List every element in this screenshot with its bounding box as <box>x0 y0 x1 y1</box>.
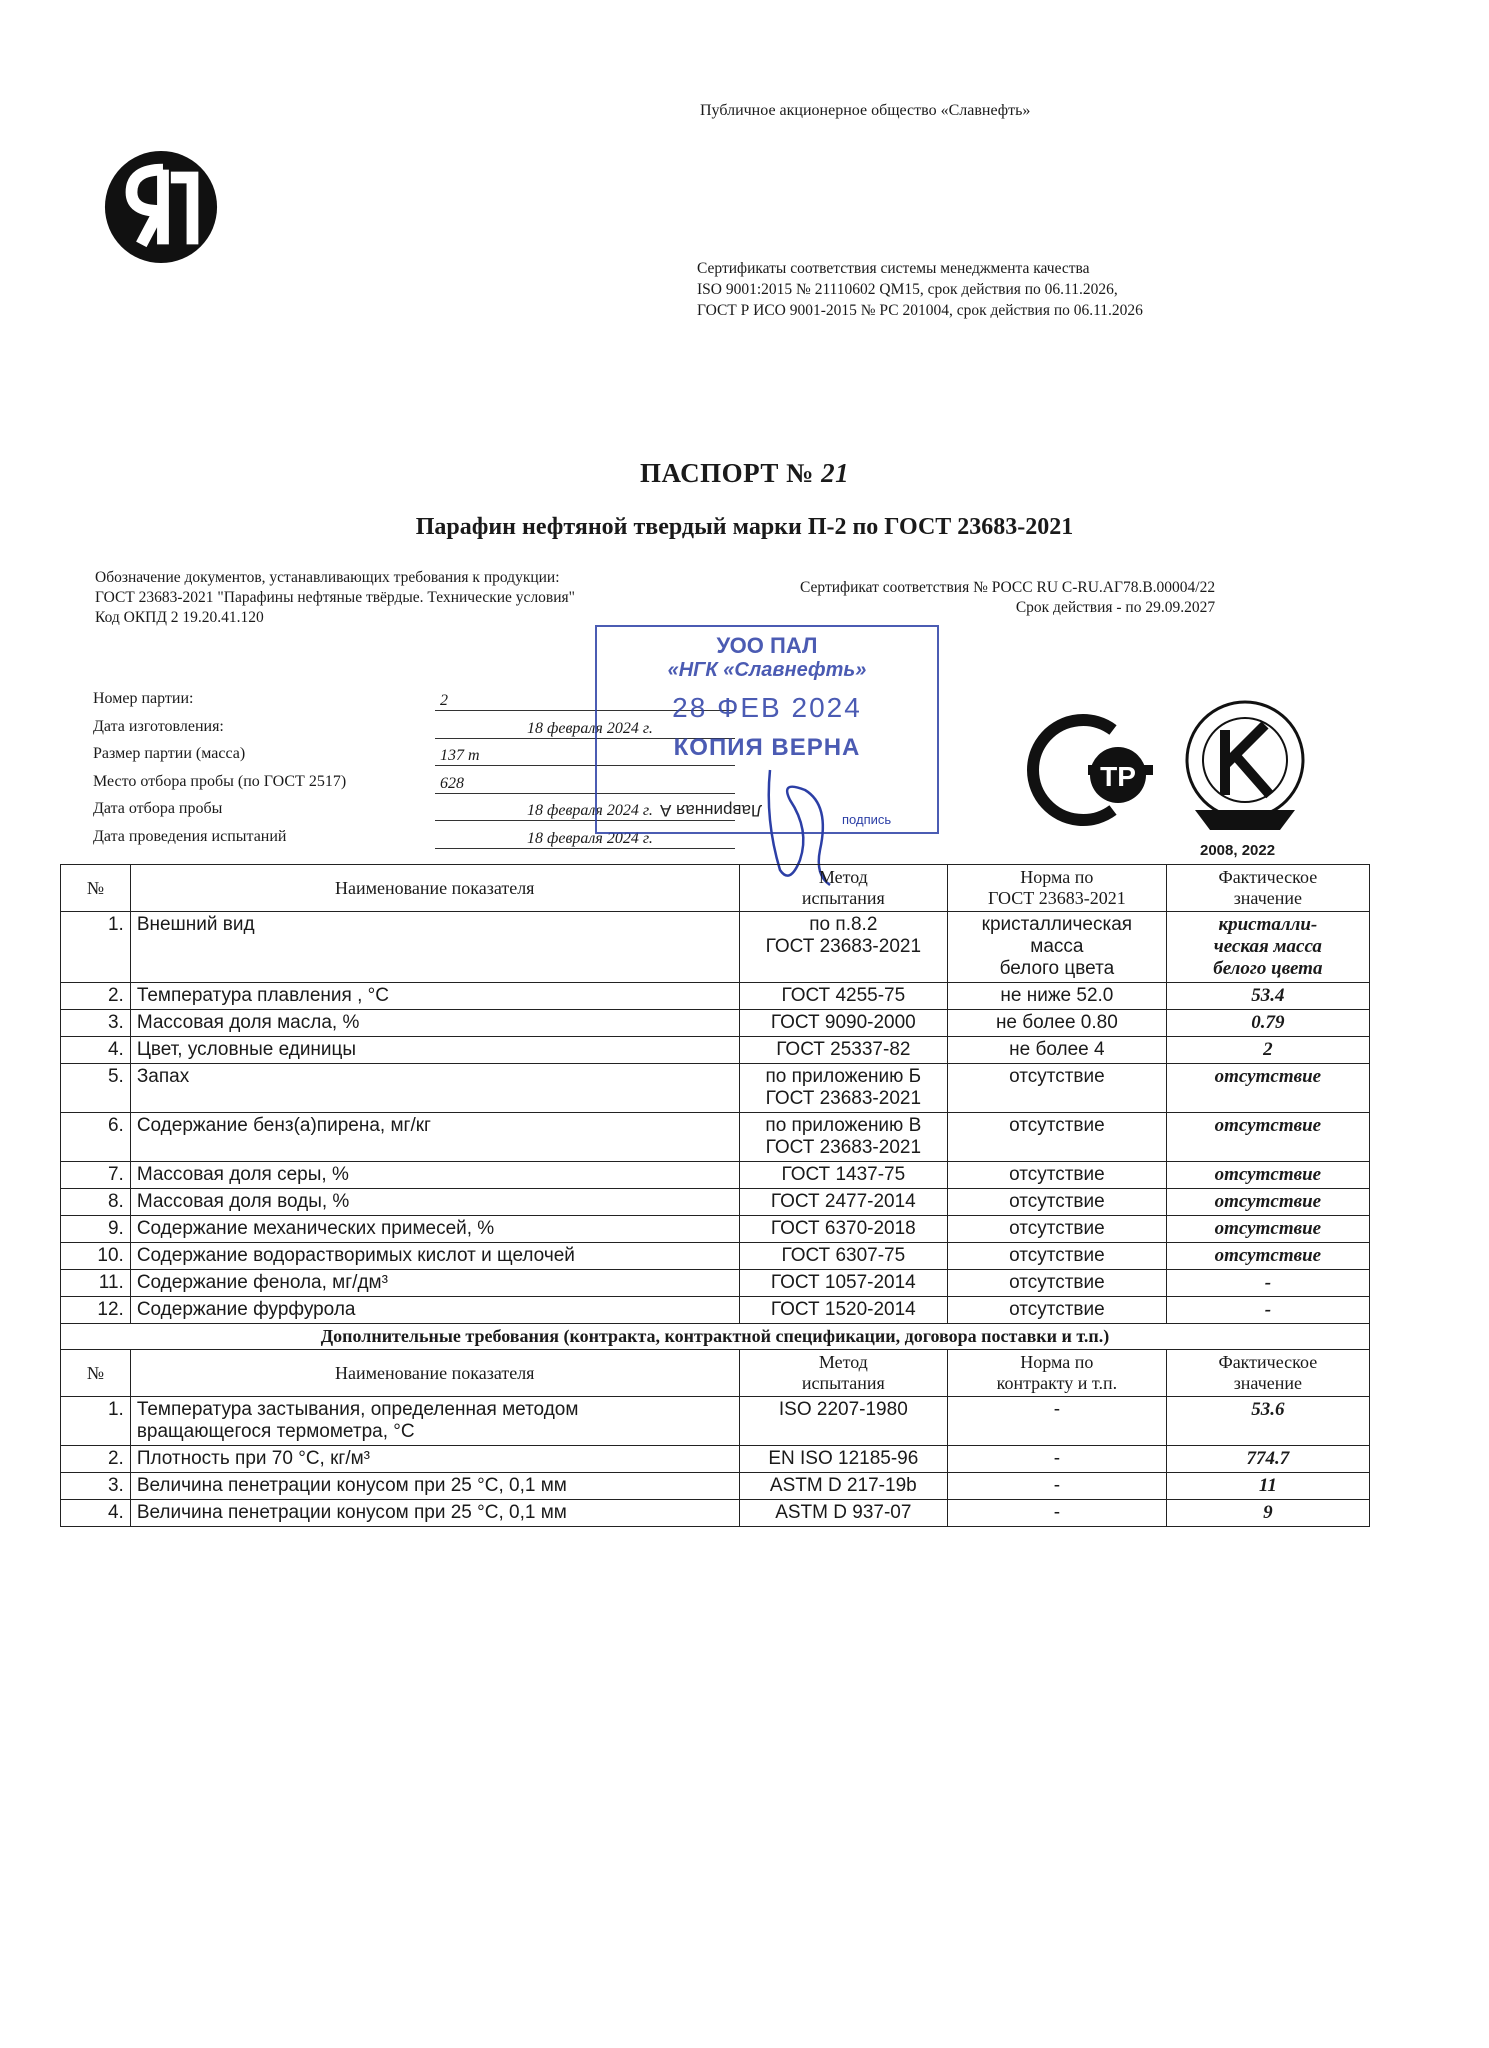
table-header-row <box>61 865 1370 912</box>
cell-name: Запах <box>130 1064 739 1113</box>
cell-actual: 53.6 <box>1166 1397 1369 1446</box>
table-row <box>61 1064 1370 1113</box>
cell-actual: 53.4 <box>1166 983 1369 1010</box>
table-row <box>61 1243 1370 1270</box>
cell-norm: кристаллическая масса белого цвета <box>948 912 1167 983</box>
cell-method: ГОСТ 4255-75 <box>739 983 947 1010</box>
table-row <box>61 1397 1370 1446</box>
table-row <box>61 1037 1370 1064</box>
cell-name: Содержание водорастворимых кислот и щелочей <box>130 1243 739 1270</box>
batch-label: Место отбора пробы (по ГОСТ 2517) <box>93 772 347 790</box>
cell-number: 3. <box>61 1473 131 1500</box>
cell-method: EN ISO 12185-96 <box>739 1446 947 1473</box>
batch-value: 137 т <box>435 745 735 766</box>
company-logo-icon <box>102 148 220 266</box>
cell-method: ASTM D 937-07 <box>739 1500 947 1527</box>
cell-actual: отсутствие <box>1166 1162 1369 1189</box>
header-number: № <box>61 1350 131 1397</box>
cell-number: 3. <box>61 1010 131 1037</box>
table-header-row <box>61 1350 1370 1397</box>
cell-norm: отсутствие <box>948 1162 1167 1189</box>
cell-norm: - <box>948 1473 1167 1500</box>
title-text: ПАСПОРТ № <box>639 458 814 488</box>
stamp-date: 28 ФЕВ 2024 <box>672 692 862 723</box>
eac-mark-icon <box>1018 710 1158 830</box>
cell-name: Цвет, условные единицы <box>130 1037 739 1064</box>
mark-years: 2008, 2022 <box>1200 842 1276 859</box>
cell-actual: отсутствие <box>1166 1113 1369 1162</box>
table-row <box>61 1500 1370 1527</box>
svg-text:ТР: ТР <box>1100 761 1136 792</box>
batch-label: Размер партии (масса) <box>93 745 246 762</box>
cell-norm: не ниже 52.0 <box>948 983 1167 1010</box>
cell-method: ГОСТ 6307-75 <box>739 1243 947 1270</box>
table-row <box>61 1162 1370 1189</box>
quality-certificates <box>697 258 1143 321</box>
passport-number: 21 <box>821 458 850 488</box>
header-norm: Норма по контракту и т.п. <box>948 1350 1167 1397</box>
cell-name: Температура застывания, определенная методом вращающегося термометра, °С <box>130 1397 739 1446</box>
cell-method: ГОСТ 9090-2000 <box>739 1010 947 1037</box>
cell-number: 7. <box>61 1162 131 1189</box>
cell-number: 8. <box>61 1189 131 1216</box>
cell-name: Содержание фенола, мг/дм³ <box>130 1270 739 1297</box>
cell-actual: - <box>1166 1297 1369 1324</box>
cell-actual: 11 <box>1166 1473 1369 1500</box>
cell-method: ГОСТ 6370-2018 <box>739 1216 947 1243</box>
cell-number: 10. <box>61 1243 131 1270</box>
table-row <box>61 912 1370 983</box>
company-name: Публичное акционерное общество «Славнефть» <box>700 102 1031 119</box>
product-title: Парафин нефтяной твердый марки П-2 по ГОСТ 23683-2021 <box>415 514 1074 540</box>
cell-actual: 2 <box>1166 1037 1369 1064</box>
cell-method: ГОСТ 1437-75 <box>739 1162 947 1189</box>
sert-line: Сертификат соответствия № РОСС RU С-RU.АГ78.В.00004/22 <box>800 579 1216 596</box>
batch-value: 628 <box>435 773 735 794</box>
cell-method: ГОСТ 25337-82 <box>739 1037 947 1064</box>
table-row <box>61 1010 1370 1037</box>
cell-actual: 9 <box>1166 1500 1369 1527</box>
cell-name: Температура плавления , °С <box>130 983 739 1010</box>
header-method: Метод испытания <box>739 865 947 912</box>
document-title <box>0 458 1489 489</box>
sert-line: Срок действия - по 29.09.2027 <box>1015 599 1216 616</box>
batch-label: Дата изготовления: <box>93 717 224 735</box>
cell-method: по приложению В ГОСТ 23683-2021 <box>739 1113 947 1162</box>
cell-actual: 774.7 <box>1166 1446 1369 1473</box>
cell-name: Содержание механических примесей, % <box>130 1216 739 1243</box>
cell-number: 9. <box>61 1216 131 1243</box>
cell-norm: не более 0.80 <box>948 1010 1167 1037</box>
cell-number: 12. <box>61 1297 131 1324</box>
cell-norm: отсутствие <box>948 1297 1167 1324</box>
cell-name: Содержание бенз(а)пирена, мг/кг <box>130 1113 739 1162</box>
cell-norm: - <box>948 1500 1167 1527</box>
cell-method: ISO 2207-1980 <box>739 1397 947 1446</box>
specs-table <box>60 864 1370 1527</box>
stamp-line: КОПИЯ ВЕРНА <box>673 734 861 761</box>
cell-method: ГОСТ 2477-2014 <box>739 1189 947 1216</box>
cell-method: по п.8.2 ГОСТ 23683-2021 <box>739 912 947 983</box>
docs-line: Код ОКПД 2 19.20.41.120 <box>95 609 264 626</box>
cell-norm: отсутствие <box>948 1113 1167 1162</box>
normative-docs <box>95 568 575 628</box>
cell-actual: - <box>1166 1270 1369 1297</box>
table-row <box>61 1473 1370 1500</box>
cell-number: 2. <box>61 1446 131 1473</box>
cell-norm: отсутствие <box>948 1064 1167 1113</box>
cell-name: Величина пенетрации конусом при 25 °С, 0,1 мм <box>130 1473 739 1500</box>
cell-actual: отсутствие <box>1166 1216 1369 1243</box>
cert-line: Сертификаты соответствия системы менеджмента качества <box>697 260 1090 277</box>
cell-number: 2. <box>61 983 131 1010</box>
cell-name: Содержание фурфурола <box>130 1297 739 1324</box>
cell-norm: отсутствие <box>948 1243 1167 1270</box>
cell-norm: отсутствие <box>948 1216 1167 1243</box>
cell-norm: не более 4 <box>948 1037 1167 1064</box>
cell-name: Массовая доля серы, % <box>130 1162 739 1189</box>
batch-label: Номер партии: <box>93 690 194 707</box>
table-row <box>61 1297 1370 1324</box>
table-row <box>61 1113 1370 1162</box>
batch-value: 18 февраля 2024 г. <box>435 718 735 739</box>
table-row <box>61 1270 1370 1297</box>
batch-label: Дата проведения испытаний <box>93 827 287 845</box>
cell-number: 5. <box>61 1064 131 1113</box>
batch-label: Дата отбора пробы <box>93 800 223 817</box>
header-method: Метод испытания <box>739 1350 947 1397</box>
cell-number: 6. <box>61 1113 131 1162</box>
batch-value: 18 февраля 2024 г. <box>435 800 735 821</box>
cell-norm: - <box>948 1397 1167 1446</box>
cell-method: ГОСТ 1520-2014 <box>739 1297 947 1324</box>
batch-value: 18 февраля 2024 г. <box>435 828 735 849</box>
stamp-line: УОО ПАЛ <box>716 633 818 658</box>
cell-number: 11. <box>61 1270 131 1297</box>
header-number: № <box>61 865 131 912</box>
signer-name: Лавринная А <box>660 801 763 820</box>
header-name: Наименование показателя <box>130 1350 739 1397</box>
cell-name: Массовая доля воды, % <box>130 1189 739 1216</box>
cell-name: Массовая доля масла, % <box>130 1010 739 1037</box>
docs-line: ГОСТ 23683-2021 "Парафины нефтяные твёрдые. Технические условия" <box>95 589 575 606</box>
cell-norm: отсутствие <box>948 1189 1167 1216</box>
cell-number: 1. <box>61 912 131 983</box>
header-actual: Фактическое значение <box>1166 1350 1369 1397</box>
conformity-certificate <box>800 578 1215 618</box>
docs-line: Обозначение документов, устанавливающих требования к продукции: <box>95 569 560 586</box>
cell-norm: - <box>948 1446 1167 1473</box>
section-title: Дополнительные требования (контракта, контрактной спецификации, договора поставки и т.п.) <box>61 1324 1370 1350</box>
stamp-line: «НГК «Славнефть» <box>667 659 867 681</box>
section-row <box>61 1324 1370 1350</box>
header-norm: Норма по ГОСТ 23683-2021 <box>948 865 1167 912</box>
quality-mark-icon <box>1180 695 1310 835</box>
batch-value: 2 <box>435 690 735 711</box>
table-row <box>61 1446 1370 1473</box>
cell-actual: отсутствие <box>1166 1064 1369 1113</box>
cell-method: ГОСТ 1057-2014 <box>739 1270 947 1297</box>
table-row <box>61 1216 1370 1243</box>
cert-line: ISO 9001:2015 № 21110602 QM15, срок действия по 06.11.2026, <box>697 281 1118 298</box>
cert-line: ГОСТ Р ИСО 9001-2015 № РС 201004, срок действия по 06.11.2026 <box>697 302 1143 319</box>
cell-number: 1. <box>61 1397 131 1446</box>
cell-norm: отсутствие <box>948 1270 1167 1297</box>
table-row <box>61 1189 1370 1216</box>
header-actual: Фактическое значение <box>1166 865 1369 912</box>
cell-number: 4. <box>61 1500 131 1527</box>
cell-actual: отсутствие <box>1166 1243 1369 1270</box>
header-name: Наименование показателя <box>130 865 739 912</box>
signature-label: подпись <box>842 812 892 827</box>
cell-actual: отсутствие <box>1166 1189 1369 1216</box>
cell-name: Внешний вид <box>130 912 739 983</box>
cell-actual: 0.79 <box>1166 1010 1369 1037</box>
cell-name: Величина пенетрации конусом при 25 °С, 0,1 мм <box>130 1500 739 1527</box>
cell-method: ASTM D 217-19b <box>739 1473 947 1500</box>
cell-method: по приложению Б ГОСТ 23683-2021 <box>739 1064 947 1113</box>
cell-name: Плотность при 70 °С, кг/м³ <box>130 1446 739 1473</box>
table-row <box>61 983 1370 1010</box>
cell-number: 4. <box>61 1037 131 1064</box>
cell-actual: кристалли- ческая масса белого цвета <box>1166 912 1369 983</box>
